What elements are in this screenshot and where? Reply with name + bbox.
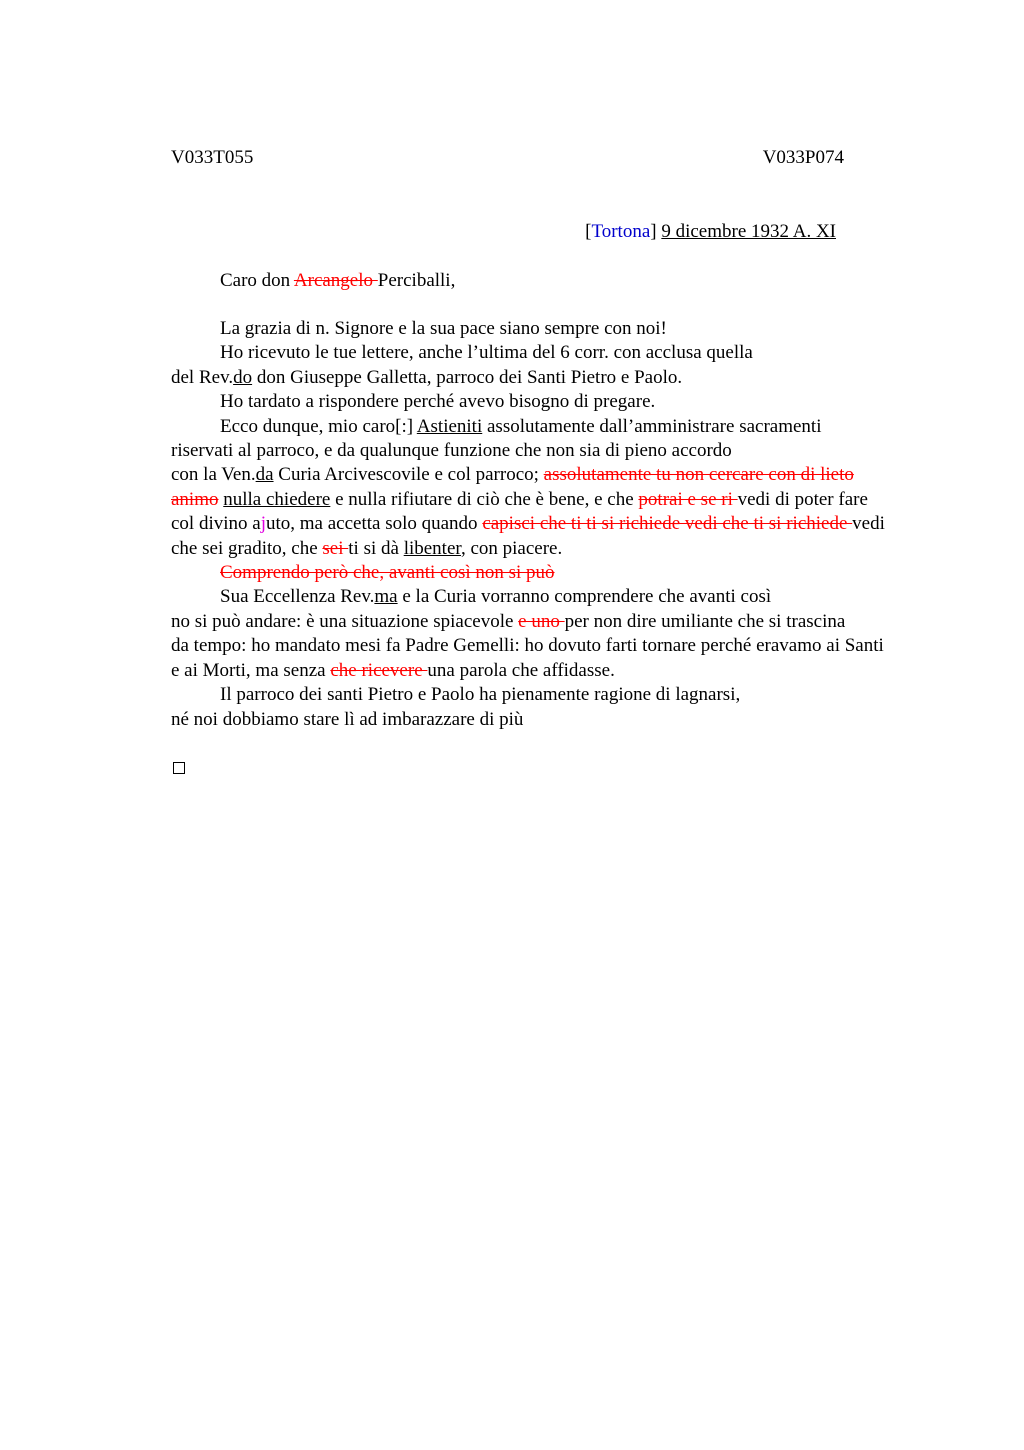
deleted-text: potrai e se ri [638,488,738,510]
text-run: Ecco dunque, mio caro[:] [220,415,417,437]
salutation-pre: Caro don [220,270,294,291]
text-run: uto, ma accetta solo quando [265,513,483,535]
text-run: don Giuseppe Galletta, parroco dei Santi Pietro e Paolo. [252,366,683,388]
text-run: e la Curia vorranno comprendere che avanti così [397,586,772,608]
paragraph-5-deleted [171,561,887,585]
text-run: vedi che sei gradito, che [171,513,885,559]
paragraph-2-line-2 [171,366,887,390]
paragraph-6-line-1 [171,585,887,609]
text-run: no si può andare: è una situazione spiacevole [171,610,519,632]
paragraph-7-line-1: Il parroco dei santi Pietro e Paolo ha pienamente ragione di lagnarsi, [220,684,741,706]
document-code-left: V033T055 [171,147,254,168]
paragraph-6-line-2 [171,610,887,634]
deleted-text: Comprendo però che, avanti così non si può [220,562,555,584]
text-run: del Rev. [171,366,234,388]
paragraph-4-line-2: riservati al parroco, e da qualunque funzione che non sia di pieno accordo [171,440,732,462]
underlined-text: libenter [403,537,461,559]
underlined-text: Astieniti [416,415,483,437]
underlined-text: do [233,366,253,388]
text-run: Sua Eccellenza Rev. [220,586,375,608]
text-run: , con piacere. [460,537,563,559]
salutation-deleted: Arcangelo [293,270,378,291]
paragraph-6-rest [171,634,887,683]
deleted-text: che ricevere [330,659,428,681]
end-of-text-box-icon [173,762,185,774]
underlined-text: nulla chiedere [223,488,331,510]
text-run: ti si dà [348,537,404,559]
paragraph-1: La grazia di n. Signore e la sua pace siano sempre con noi! [220,318,667,339]
deleted-text: sei [322,537,349,559]
salutation [220,269,455,293]
dateline-date: 9 dicembre 1932 A. XI [661,221,836,242]
underlined-text: da [255,464,274,486]
paragraph-7-line-2: né noi dobbiamo stare lì ad imbarazzare di più [171,708,524,730]
text-run: per non dire umiliante che si trascina [564,610,846,632]
text-run: e nulla rifiutare di ciò che è bene, e che [330,488,639,510]
dateline [585,220,836,244]
text-run: con la Ven. [171,464,256,486]
deleted-text: e uno [518,610,565,632]
paragraph-4-rest [171,463,887,561]
dateline-open-bracket: [ [585,221,592,242]
paragraph-4-line-1 [171,415,887,439]
paragraph-2-line-1: Ho ricevuto le tue lettere, anche l’ultima del 6 corr. con acclusa quella [220,342,753,364]
text-run: assolutamente dall’amministrare sacramenti [482,415,822,437]
inserted-letter: j [260,513,266,535]
text-run: Curia Arcivescovile e col parroco; [273,464,544,486]
paragraph-3: Ho tardato a rispondere perché avevo bisogno di pregare. [220,391,656,413]
text-run: da tempo: ho mandato mesi fa Padre Gemelli: ho dovuto farti tornare perché eravamo ai Santi e ai Morti, ma senza [171,635,884,681]
document-code-right: V033P074 [762,147,844,168]
dateline-place: Tortona [591,221,651,242]
text-run: vedi di poter fare col divino a [171,488,868,535]
deleted-text: assolutamente tu non cercare con di lieto animo [171,464,854,510]
salutation-post: Perciballi, [377,270,456,291]
deleted-text: capisci che ti ti si richiede vedi che ti si richiede [482,513,853,535]
text-run: una parola che affidasse. [427,659,615,681]
dateline-close-bracket: ] [650,221,662,242]
underlined-text: ma [374,586,398,608]
letter-body [171,317,887,732]
